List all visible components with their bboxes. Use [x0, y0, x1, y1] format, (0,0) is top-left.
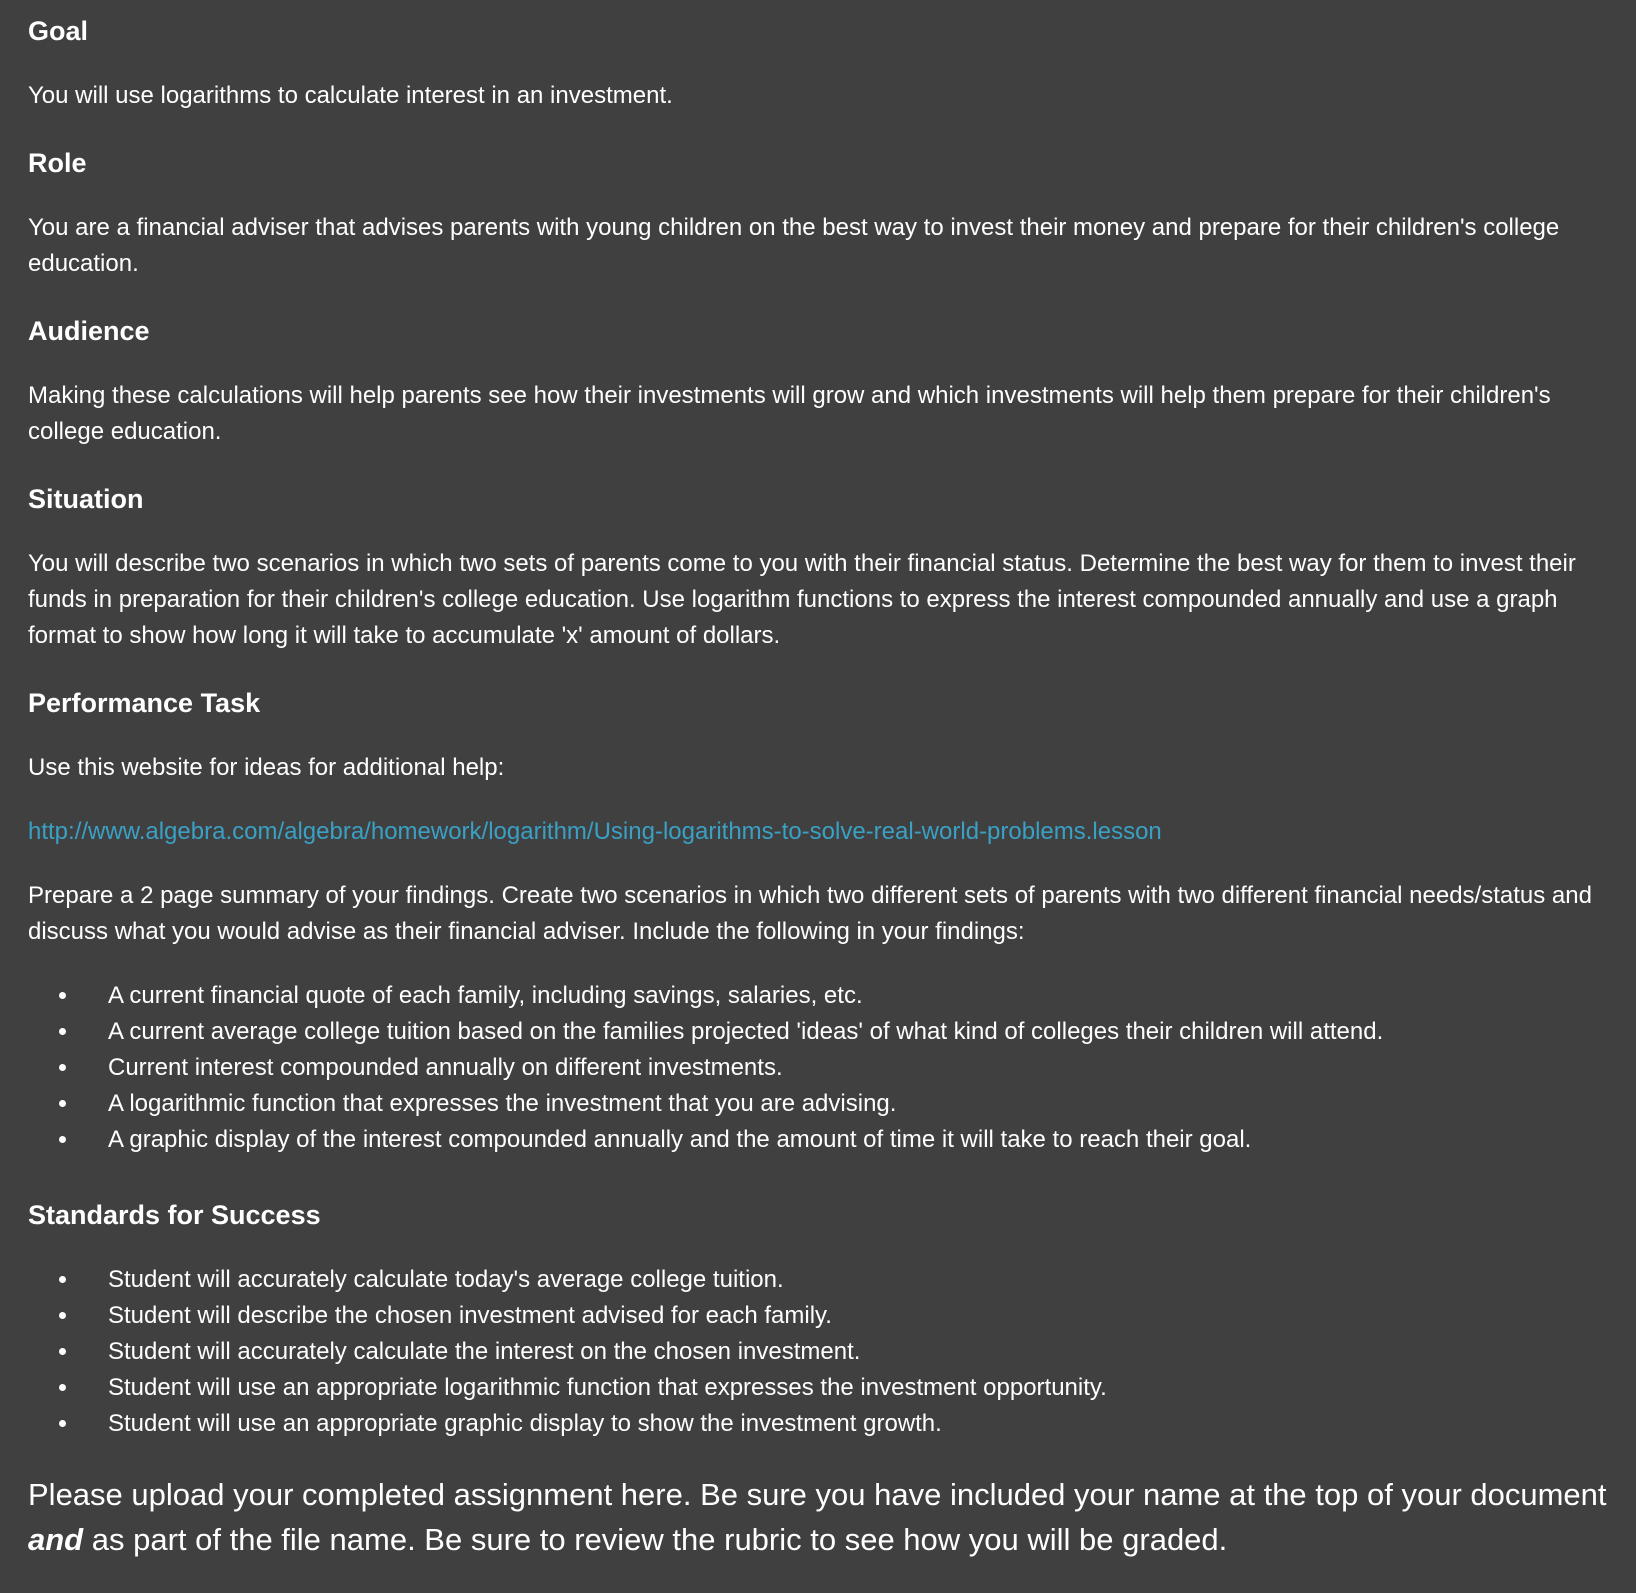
findings-list-item: • A logarithmic function that expresses the investment that you are advising. [80, 1086, 1608, 1122]
upload-instructions [28, 1472, 1608, 1562]
standards-list-item: • Student will accurately calculate the interest on the chosen investment. [80, 1334, 1608, 1370]
performance-intro-text: Use this website for ideas for additional help: [28, 754, 505, 781]
role-text: You are a financial adviser that advises parents with young children on the best way to invest their money and prepare for their children's college education. [28, 214, 1560, 277]
upload-instructions-part: Please upload your completed assignment here. Be sure you have included your name at the top of your document [28, 1477, 1607, 1512]
findings-list-item: • A current average college tuition based on the families projected 'ideas' of what kind of colleges their children will attend. [80, 1014, 1608, 1050]
performance-task-heading: Performance Task [28, 688, 261, 718]
role-heading: Role [28, 148, 87, 178]
standards-list-item: • Student will use an appropriate logarithmic function that expresses the investment opportunity. [80, 1370, 1608, 1406]
findings-list [28, 978, 1608, 1158]
goal-heading: Goal [28, 16, 89, 46]
standards-list-item: • Student will use an appropriate graphic display to show the investment growth. [80, 1406, 1608, 1442]
standards-list-item: • Student will accurately calculate today's average college tuition. [80, 1262, 1608, 1298]
algebra-help-link[interactable]: http://www.algebra.com/algebra/homework/logarithm/Using-logarithms-to-solve-real-world-problems.lesson [28, 818, 1162, 845]
findings-list-item: • A graphic display of the interest compounded annually and the amount of time it will take to reach their goal. [80, 1122, 1608, 1158]
upload-instructions-part: as part of the file name. Be sure to review the rubric to see how you will be graded. [83, 1522, 1228, 1557]
situation-text: You will describe two scenarios in which two sets of parents come to you with their financial status. Determine the best way for them to invest their funds in preparation for their children's college education. Use logarithm functions to express the interest compounded annually and use a graph format to show how long it will take to accumulate 'x' amount of dollars. [28, 550, 1576, 649]
goal-text: You will use logarithms to calculate interest in an investment. [28, 82, 673, 109]
standards-list-item: • Student will describe the chosen investment advised for each family. [80, 1298, 1608, 1334]
audience-heading: Audience [28, 316, 150, 346]
audience-text: Making these calculations will help parents see how their investments will grow and which investments will help them prepare for their children's college education. [28, 382, 1551, 445]
standards-heading: Standards for Success [28, 1200, 321, 1230]
standards-list [28, 1262, 1608, 1442]
findings-list-item: • A current financial quote of each family, including savings, salaries, etc. [80, 978, 1608, 1014]
performance-summary-text: Prepare a 2 page summary of your findings. Create two scenarios in which two different sets of parents with two different financial needs/status and discuss what you would advise as their financial adviser. Include the following in your findings: [28, 882, 1592, 945]
situation-heading: Situation [28, 484, 144, 514]
findings-list-item: • Current interest compounded annually on different investments. [80, 1050, 1608, 1086]
upload-emphasis: and [28, 1522, 84, 1557]
